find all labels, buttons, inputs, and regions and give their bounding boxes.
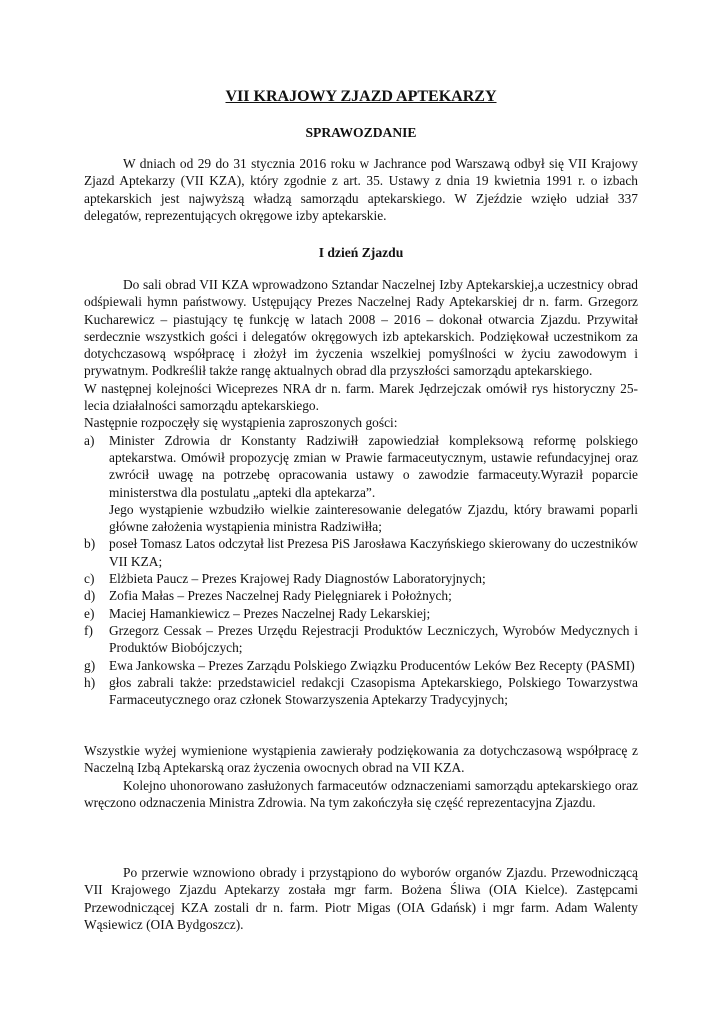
list-item bbox=[84, 587, 638, 604]
history-paragraph: W następnej kolejności Wiceprezes NRA dr n. farm. Marek Jędrzejczak omówił rys historyczny 25-lecia działalności samorządu aptekarskiego. bbox=[84, 380, 638, 414]
list-item-text: Ewa Jankowska – Prezes Zarządu Polskiego Związku Producentów Leków Bez Recepty (PASMI) bbox=[109, 657, 635, 673]
section-heading-day-1: I dzień Zjazdu bbox=[318, 245, 404, 260]
list-marker: e) bbox=[84, 605, 95, 621]
guests-intro-paragraph: Następnie rozpoczęły się wystąpienia zaproszonych gości: bbox=[84, 415, 398, 431]
list-marker: b) bbox=[84, 536, 96, 552]
document-page bbox=[84, 0, 638, 1024]
list-marker: c) bbox=[84, 571, 95, 587]
list-item-text: Grzegorz Cessak – Prezes Urzędu Rejestracji Produktów Leczniczych, Wyrobów Medycznych i Produktów Biobójczych; bbox=[109, 622, 638, 656]
list-marker: f) bbox=[84, 622, 93, 638]
list-item bbox=[84, 657, 638, 674]
intro-block bbox=[84, 155, 638, 224]
opening-paragraph: Do sali obrad VII KZA wprowadzono Sztandar Naczelnej Izby Aptekarskiej,a uczestnicy obrad odśpiewali hymn państwowy. Ustępujący Prezes Naczelnej Rady Aptekarskiej dr n. farm. Grzegorz Kucharewicz – piastujący tę funkcję w latach 2008 – 2016 – dokonał otwarcia Zjazdu. Przywitał serdecznie wszystkich gości i delegatów okręgowych izb aptekarskich. Podziękował uczestnikom za dotychczasową współpracę i złożył im życzenia wszelkiej pomyślności w życiu zawodowym i prywatnym. Podkreślił także rangę aktualnych obrad dla przyszłości samorządu aptekarskiego. bbox=[84, 277, 638, 379]
list-marker: a) bbox=[84, 432, 95, 448]
list-item bbox=[84, 622, 638, 657]
list-marker: d) bbox=[84, 588, 96, 604]
list-item bbox=[84, 674, 638, 709]
list-item-text: Minister Zdrowia dr Konstanty Radziwiłł zapowiedział kompleksową reformę polskiego aptekarstwa. Omówił propozycję zmian w Prawie farmaceutycznym, ustawie refundacyjnej oraz zwrócił uwagę na potrzebę opracowania ustawy o zawodzie farmaceuty.Wyraził poparcie ministerstwa dla postulatu „apteki dla aptekarza”. bbox=[109, 432, 638, 500]
intro-paragraph: W dniach od 29 do 31 stycznia 2016 roku w Jachrance pod Warszawą odbył się VII Krajowy Zjazd Aptekarzy (VII KZA), który zgodnie z art. 35. Ustawy z dnia 19 kwietnia 1991 r. o izbach aptekarskich jest najwyższą władzą samorządu aptekarskiego. W Zjeździe wzięło udział 337 delegatów, reprezentujących okręgowe izby aptekarskie. bbox=[84, 156, 638, 223]
list-item-text: Maciej Hamankiewicz – Prezes Naczelnej Rady Lekarskiej; bbox=[109, 605, 431, 621]
list-item-text: Elżbieta Paucz – Prezes Krajowej Rady Diagnostów Laboratoryjnych; bbox=[109, 571, 486, 587]
list-item-text: głos zabrali także: przedstawiciel redakcji Czasopisma Aptekarskiego, Polskiego Towarzystwa Farmaceutycznego oraz członek Stowarzyszenia Aptekarzy Tradycyjnych; bbox=[109, 674, 638, 708]
awards-paragraph: Kolejno uhonorowano zasłużonych farmaceutów odznaczeniami samorządu aptekarskiego oraz wręczono odznaczenia Ministra Zdrowia. Na tym zakończyła się część reprezentacyjna Zjazdu. bbox=[84, 777, 638, 810]
list-marker: h) bbox=[84, 674, 96, 690]
list-item-text: poseł Tomasz Latos odczytał list Prezesa PiS Jarosława Kaczyńskiego skierowany do uczestników VII KZA; bbox=[109, 536, 638, 569]
list-item-text: Zofia Małas – Prezes Naczelnej Rady Pielęgniarek i Położnych; bbox=[109, 588, 452, 604]
elections-paragraph: Po przerwie wznowiono obrady i przystąpiono do wyborów organów Zjazdu. Przewodniczącą VII Krajowego Zjazdu Aptekarzy została mgr farm. Bożena Śliwa (OIA Kielce). Zastępcami Przewodniczącej KZA zostali dr n. farm. Piotr Migas (OIA Gdańsk) i mgr farm. Adam Walenty Wąsiewicz (OIA Bydgoszcz). bbox=[84, 865, 638, 932]
list-item bbox=[84, 535, 638, 570]
list-item-continuation: Jego wystąpienie wzbudziło wielkie zainteresowanie delegatów Zjazdu, który brawami poparli główne założenia wystąpienia ministra Radziwiłła; bbox=[109, 501, 638, 535]
section-day-1-body bbox=[84, 276, 638, 708]
list-item bbox=[84, 570, 638, 587]
list-marker: g) bbox=[84, 657, 96, 673]
summary-block bbox=[84, 742, 638, 811]
elections-block bbox=[84, 864, 638, 933]
list-item bbox=[84, 605, 638, 622]
list-item bbox=[84, 432, 638, 536]
document-subtitle: SPRAWOZDANIE bbox=[305, 125, 417, 140]
speakers-list bbox=[84, 432, 638, 709]
summary-paragraph: Wszystkie wyżej wymienione wystąpienia zawierały podziękowania za dotychczasową współpracę z Naczelną Izbą Aptekarską oraz życzenia owocnych obrad na VII KZA. bbox=[84, 743, 638, 776]
document-title: VII KRAJOWY ZJAZD APTEKARZY bbox=[225, 88, 497, 105]
